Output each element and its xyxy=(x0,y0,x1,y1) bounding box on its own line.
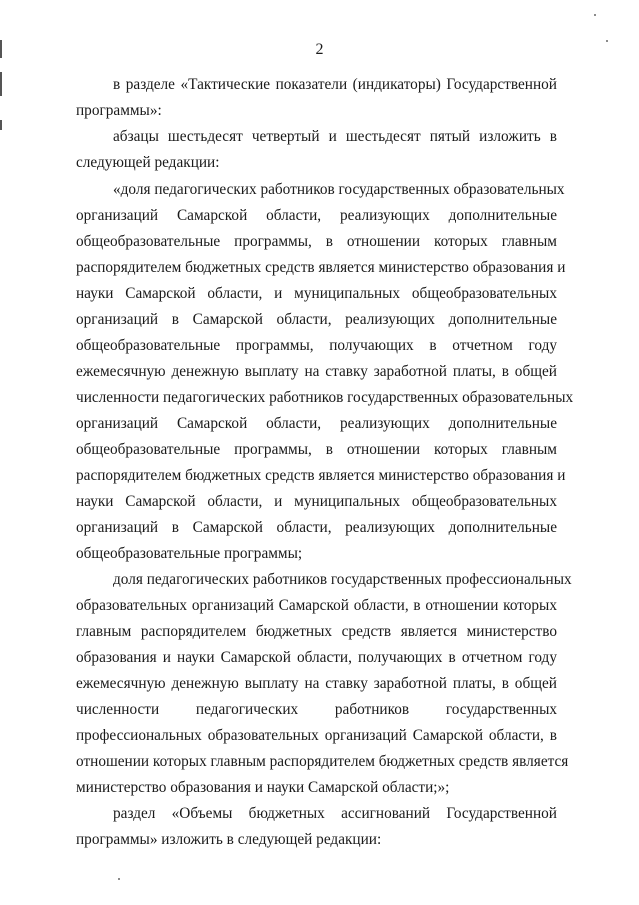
text-line: общеобразовательные программы, в отношении которых главным xyxy=(76,233,557,250)
scan-edge-mark xyxy=(0,120,2,130)
text-line: распорядителем бюджетных средств является министерство образования и xyxy=(76,259,566,276)
text-line: общеобразовательные программы, получающих в отчетном году xyxy=(76,337,557,354)
text-line: образования и науки Самарской области, получающих в отчетном году xyxy=(76,649,557,666)
text-line: раздел «Объемы бюджетных ассигнований Государственной xyxy=(113,805,557,822)
scan-speck xyxy=(118,878,120,880)
text-line: министерство образования и науки Самарской области;»; xyxy=(76,779,450,796)
text-line: «доля педагогических работников государственных образовательных xyxy=(113,181,565,198)
text-line: науки Самарской области, и муниципальных общеобразовательных xyxy=(76,493,557,510)
text-line: программы» изложить в следующей редакции: xyxy=(76,831,382,848)
text-line: общеобразовательные программы; xyxy=(76,545,303,562)
text-line: отношении которых главным распорядителем бюджетных средств является xyxy=(76,753,569,770)
text-line: численности педагогических работников государственных образовательных xyxy=(76,389,574,406)
text-line: главным распорядителем бюджетных средств является министерство xyxy=(76,623,557,640)
text-line: численности педагогических работников государственных xyxy=(76,701,557,718)
text-line: доля педагогических работников государственных профессиональных xyxy=(113,571,572,588)
text-line: следующей редакции: xyxy=(76,154,220,171)
text-line: организаций Самарской области, реализующих дополнительные xyxy=(76,207,557,224)
text-line: общеобразовательные программы, в отношении которых главным xyxy=(76,441,557,458)
text-line: организаций Самарской области, реализующих дополнительные xyxy=(76,415,557,432)
text-line: ежемесячную денежную выплату на ставку заработной платы, в общей xyxy=(76,363,557,380)
text-line: в разделе «Тактические показатели (индикаторы) Государственной xyxy=(113,76,557,93)
page-number: 2 xyxy=(315,41,324,58)
text-line: профессиональных образовательных организаций Самарской области, в xyxy=(76,727,557,744)
text-line: науки Самарской области, и муниципальных общеобразовательных xyxy=(76,285,557,302)
text-line: программы»: xyxy=(76,102,162,119)
text-line: образовательных организаций Самарской области, в отношении которых xyxy=(76,597,557,614)
text-line: распорядителем бюджетных средств является министерство образования и xyxy=(76,467,566,484)
scan-edge-mark xyxy=(0,72,2,96)
text-line: организаций в Самарской области, реализующих дополнительные xyxy=(76,311,557,328)
text-line: ежемесячную денежную выплату на ставку заработной платы, в общей xyxy=(76,675,557,692)
text-line: абзацы шестьдесят четвертый и шестьдесят пятый изложить в xyxy=(113,128,557,145)
scan-speck xyxy=(594,14,596,16)
text-line: организаций в Самарской области, реализующих дополнительные xyxy=(76,519,557,536)
